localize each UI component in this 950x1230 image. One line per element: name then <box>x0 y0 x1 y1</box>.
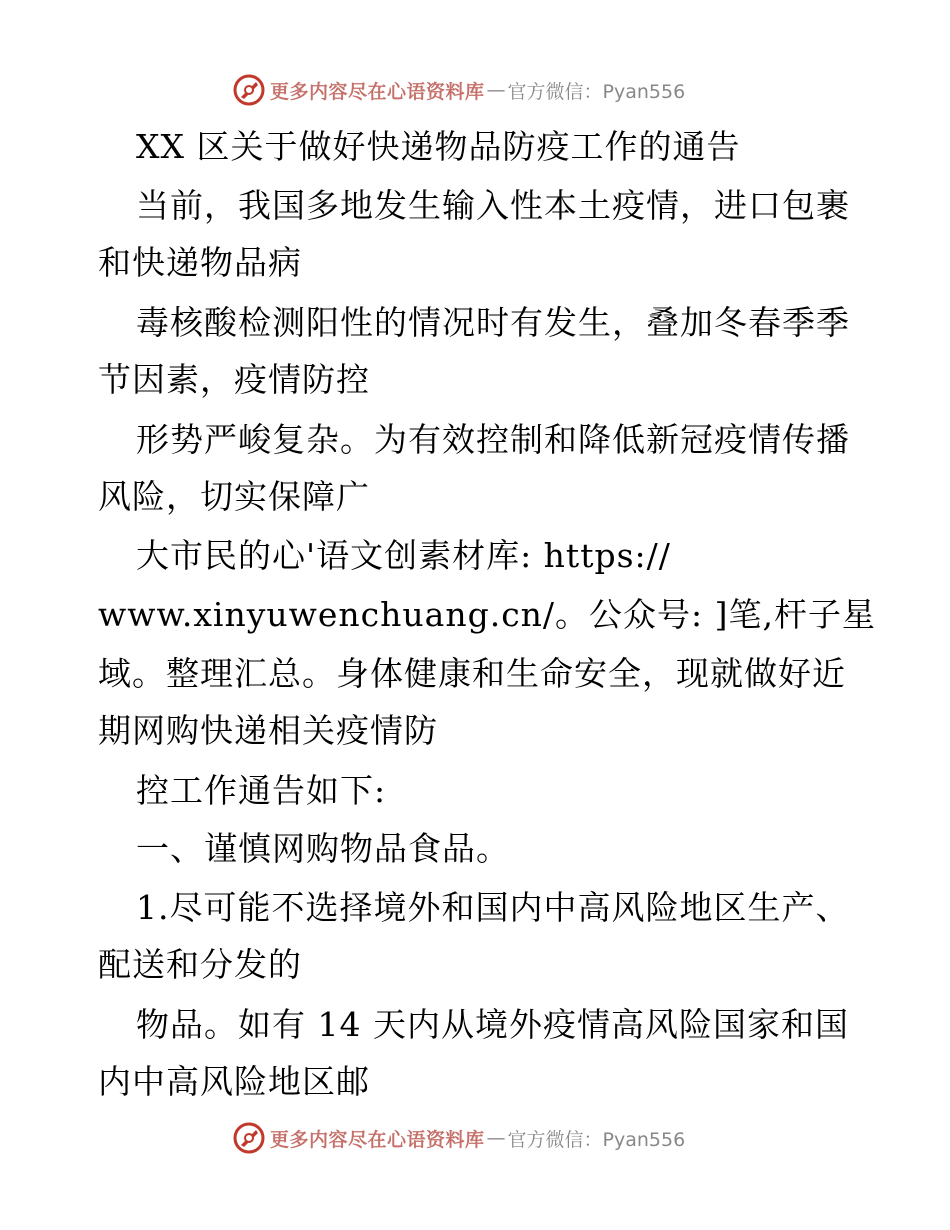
text-line: 期网购快递相关疫情防 <box>98 711 438 750</box>
text-line: 和快递物品病 <box>98 243 302 282</box>
section-heading: 一、谨慎网购物品食品。 <box>136 829 510 868</box>
quill-circle-logo-icon <box>232 1121 266 1155</box>
banner-dash: — <box>486 79 506 101</box>
text-line: 风险，切实保障广 <box>98 477 370 516</box>
text-line: 域。整理汇总。身体健康和生命安全，现就做好近 <box>98 654 846 693</box>
text-line: 大市民的心'语文创素材库: https:// <box>136 536 671 575</box>
text-line: 内中高风险地区邮 <box>98 1062 370 1101</box>
footer-watermark-banner <box>232 1120 685 1156</box>
quill-circle-logo-icon <box>232 73 266 107</box>
text-line: 节因素，疫情防控 <box>98 360 370 399</box>
banner-wechat: 官方微信：Pyan556 <box>507 1128 686 1151</box>
text-line: 形势严峻复杂。为有效控制和降低新冠疫情传播 <box>136 420 850 459</box>
document-title: XX 区关于做好快递物品防疫工作的通告 <box>136 127 741 166</box>
text-line: 控工作通告如下: <box>136 771 387 810</box>
banner-text: 更多内容尽在心语资料库 <box>270 1128 485 1151</box>
text-line: www.xinyuwenchuang.cn/。公众号: ]笔,杆子星 <box>98 595 877 634</box>
banner-dash: — <box>486 1127 506 1149</box>
header-watermark-banner <box>232 72 685 108</box>
text-line: 毒核酸检测阳性的情况时有发生，叠加冬春季季 <box>136 303 850 342</box>
text-line: 1.尽可能不选择境外和国内中高风险地区生产、 <box>136 888 850 927</box>
text-line: 物品。如有 14 天内从境外疫情高风险国家和国 <box>136 1005 849 1044</box>
text-line: 当前，我国多地发生输入性本土疫情，进口包裹 <box>136 186 850 225</box>
banner-wechat: 官方微信：Pyan556 <box>507 80 686 103</box>
text-line: 配送和分发的 <box>98 945 302 984</box>
banner-text: 更多内容尽在心语资料库 <box>270 80 485 103</box>
